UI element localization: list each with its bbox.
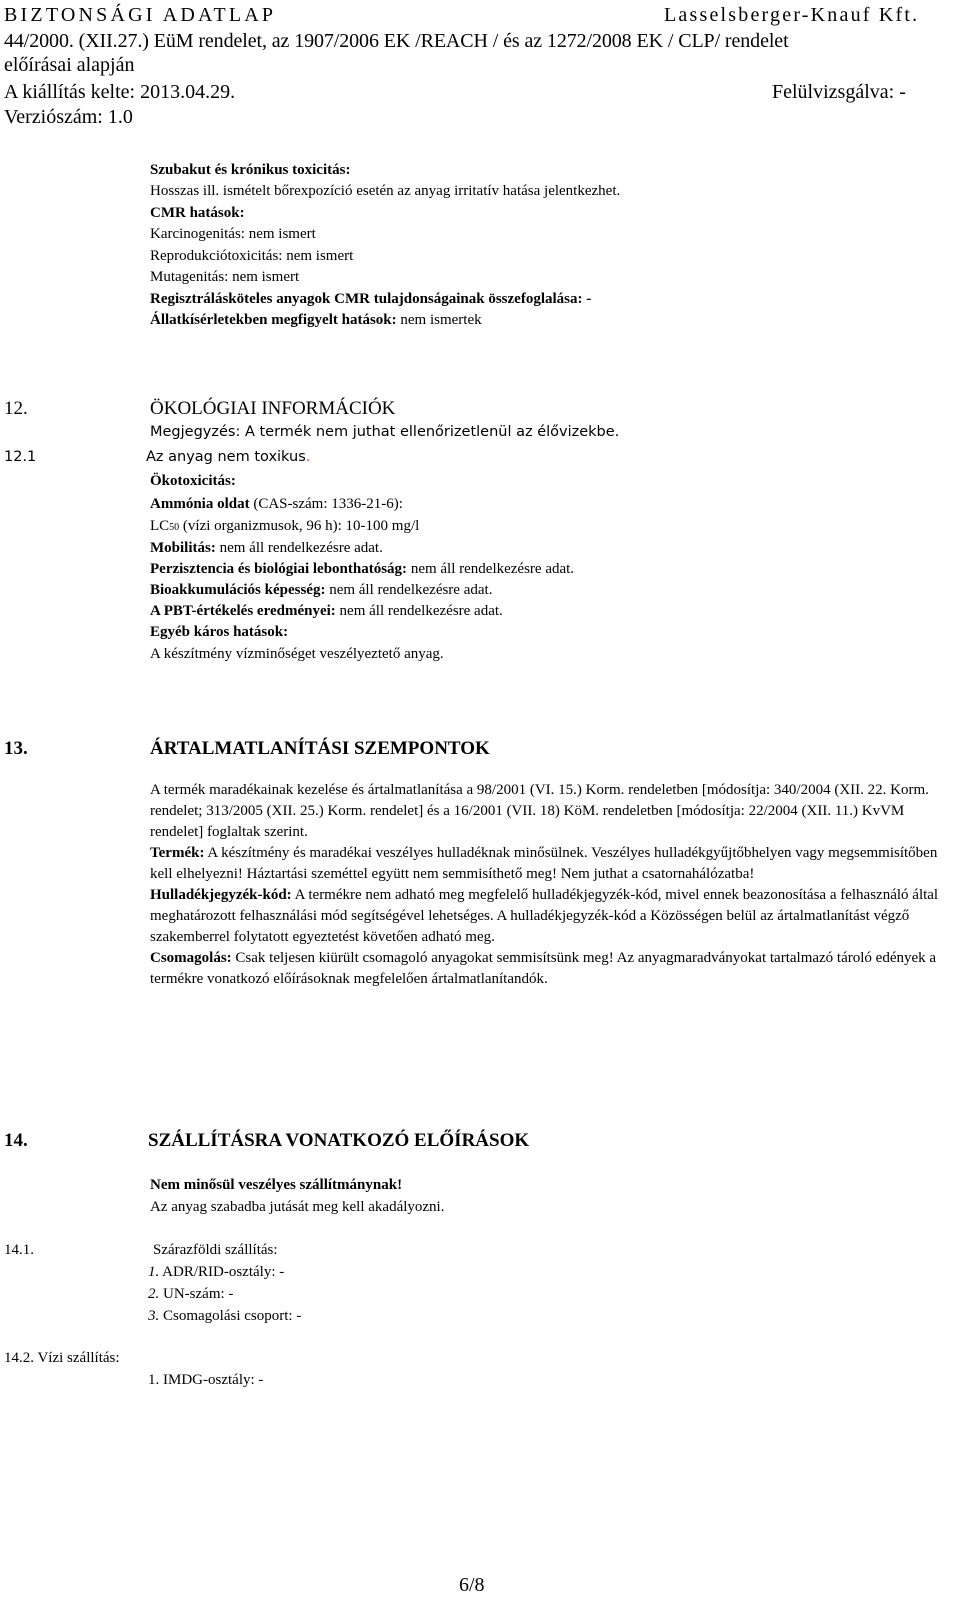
persistence-label: Perzisztencia és biológiai lebonthatóság: [150, 561, 408, 577]
product-label: Termék: [150, 845, 205, 861]
company-name: Lasselsberger-Knauf Kft. [664, 4, 920, 26]
land-item-2-text: UN-szám: - [159, 1286, 234, 1302]
ammonia-cas: (CAS-szám: 1336-21-6): [249, 496, 403, 512]
ecotoxicity-heading: Ökotoxicitás: [150, 473, 236, 489]
section-12-note: Megjegyzés: A termék nem juthat ellenőrizetlenül az élővizekbe. [150, 424, 620, 440]
revised-date: Felülvizsgálva: - [772, 81, 906, 103]
bioaccumulation-label: Bioakkumulációs képesség: [150, 582, 326, 598]
land-transport-title: Szárazföldi szállítás: [153, 1242, 278, 1258]
land-transport-number: 14.1. [4, 1242, 34, 1258]
water-transport-label: 14.2. Vízi szállítás: [4, 1350, 120, 1366]
bioaccumulation-value: nem áll rendelkezésre adat. [325, 582, 493, 598]
issue-date: A kiállítás kelte: 2013.04.29. [4, 81, 236, 103]
version-number: Verziószám: 1.0 [4, 106, 133, 128]
disposal-product [150, 843, 950, 885]
pbt-label: A PBT-értékelés eredményei: [150, 603, 336, 619]
cmr-heading: CMR hatások: [150, 205, 245, 221]
lc-subscript: 50 [169, 522, 180, 533]
regulation-line-2: előírásai alapján [4, 54, 135, 76]
section-12-1-number: 12.1 [4, 449, 37, 465]
land-item-3-number: 3. [148, 1308, 160, 1324]
section-12-title: ÖKOLÓGIAI INFORMÁCIÓK [150, 398, 396, 419]
disposal-waste-code [150, 885, 950, 948]
chronic-toxicity-heading: Szubakut és krónikus toxicitás: [150, 162, 351, 178]
packaging-label: Csomagolás: [150, 950, 232, 966]
mobility-label: Mobilitás: [150, 540, 216, 556]
lc-prefix: LC [150, 518, 170, 534]
product-text: A készítmény és maradékai veszélyes hulladéknak minősülnek. Veszélyes hulladékgyűjtőbhelyen vagy megsemmisítőben kell elhelyezni! Háztartási szeméttel együtt nem semmisíthető meg! Nem juthat a csatornahálózatba! [150, 845, 938, 882]
mutagenicity: Mutagenitás: nem ismert [150, 269, 300, 285]
mobility-value: nem áll rendelkezésre adat. [215, 540, 383, 556]
document-title: BIZTONSÁGI ADATLAP [4, 4, 277, 26]
not-dangerous-statement: Nem minősül veszélyes szállítmánynak! [150, 1177, 403, 1193]
chronic-toxicity-text: Hosszas ill. ismételt bőrexpozíció esetén az anyag irritatív hatása jelentkezhet. [150, 183, 621, 199]
section-14-number: 14. [4, 1130, 28, 1151]
ammonia-label: Ammónia oldat [150, 496, 250, 512]
waste-code-text: A termékre nem adható meg megfelelő hulladékjegyzék-kód, mivel ennek beazonosítása a felhasználó által meghatározott felhasználási mód segítségével lehetséges. A hulladékjegyzék-kód a Közösségen belül az ártalmatlanítást végző szakemberrel folytatott egyeztetést követően adható meg. [150, 887, 939, 945]
water-transport-item: 1. IMDG-osztály: - [148, 1372, 264, 1388]
section-14-title: SZÁLLÍTÁSRA VONATKOZÓ ELŐÍRÁSOK [148, 1130, 530, 1151]
reproductive-toxicity: Reprodukciótoxicitás: nem ismert [150, 248, 354, 264]
section-12-number: 12. [4, 398, 28, 419]
section-12-1-text: Az anyag nem toxikus [146, 449, 306, 465]
disposal-text [150, 780, 950, 990]
disposal-packaging [150, 948, 950, 990]
section-13-title: ÁRTALMATLANÍTÁSI SZEMPONTOK [150, 738, 490, 759]
waste-code-label: Hulladékjegyzék-kód: [150, 887, 292, 903]
other-effects-text: A készítmény vízminőséget veszélyeztető anyag. [150, 646, 444, 662]
animal-effects-value: nem ismertek [396, 312, 482, 328]
land-item-1-text: ADR/RID-osztály: - [159, 1264, 285, 1280]
lc-value: (vízi organizmusok, 96 h): 10-100 mg/l [179, 518, 420, 534]
carcinogenicity: Karcinogenitás: nem ismert [150, 226, 316, 242]
packaging-text: Csak teljesen kiürült csomagoló anyagokat semmisítsünk meg! Az anyagmaradványokat tartalmazó tároló edények a termékre vonatkozó előírásoknak megfelelően ártalmatlanítandók. [150, 950, 937, 987]
cmr-summary: Regisztrálásköteles anyagok CMR tulajdonságainak összefoglalása: - [150, 291, 592, 307]
land-item-2-number: 2. [148, 1286, 160, 1302]
animal-effects-label: Állatkísérletekben megfigyelt hatások: [150, 312, 397, 328]
disposal-intro: A termék maradékainak kezelése és ártalmatlanítása a 98/2001 (VI. 15.) Korm. rendeletben [módosítja: 340/2004 (XII. 22. Korm. rendelet; 313/2005 (XII. 25.) Korm. rendelet] és a 16/2001 (VII. 18) KöM. rendeletben [módosítja: 22/2004 (XII. 11.) KvVM rendelet] foglaltak szerint. [150, 782, 929, 840]
other-effects-heading: Egyéb káros hatások: [150, 624, 289, 640]
regulation-line-1: 44/2000. (XII.27.) EüM rendelet, az 1907/2006 EK /REACH / és az 1272/2008 EK / CLP/ rendelet [4, 30, 789, 52]
land-item-1-number: 1. [148, 1264, 160, 1280]
section-13-number: 13. [4, 738, 28, 759]
pbt-value: nem áll rendelkezésre adat. [335, 603, 503, 619]
prevent-release: Az anyag szabadba jutását meg kell akadályozni. [150, 1199, 445, 1215]
land-item-3-text: Csomagolási csoport: - [159, 1308, 302, 1324]
section-12-1-dot: . [305, 449, 311, 465]
page-number: 6/8 [459, 1574, 485, 1596]
persistence-value: nem áll rendelkezésre adat. [407, 561, 575, 577]
